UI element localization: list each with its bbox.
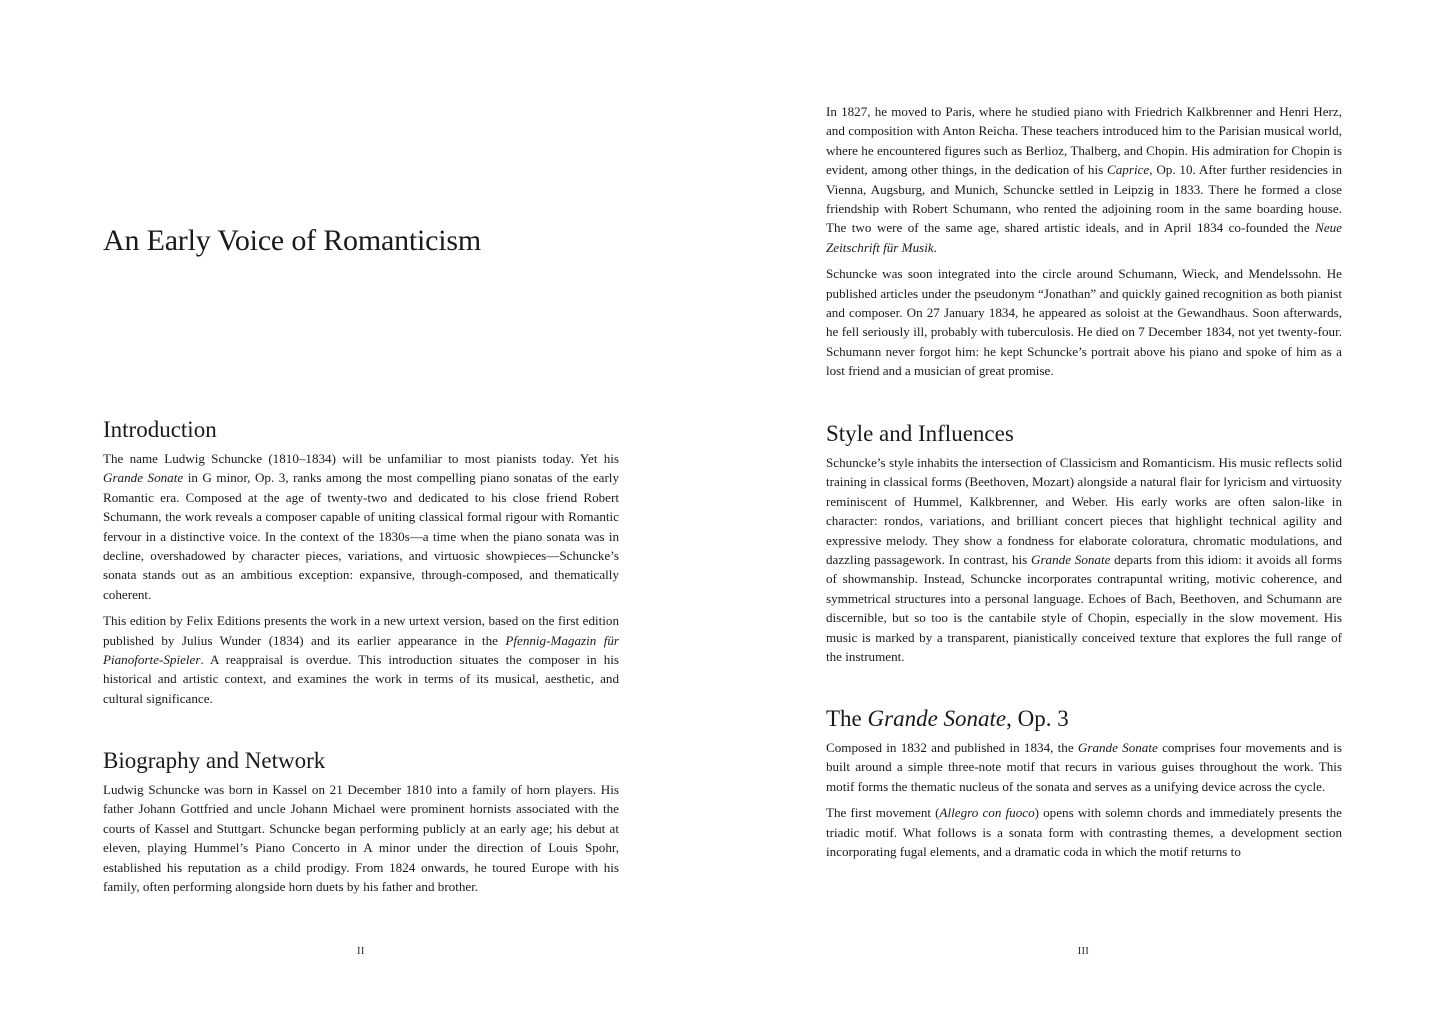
page-number-left: II (357, 946, 365, 957)
sonate-paragraph-1: Composed in 1832 and published in 1834, the Grande Sonate comprises four movements and is built around a simple three-note motif that recurs in various guises throughout the work. This motif forms the thematic nucleus of the sonata and serves as a unifying device across the cycle. (826, 740, 1343, 794)
sonate-paragraph-2: The first movement (Allegro con fuoco) opens with solemn chords and immediately presents the triadic motif. What follows is a sonata form with contrasting themes, a development section incorporating fugal elements, and a dramatic coda in which the motif returns to (826, 805, 1342, 860)
introduction-paragraph-2: This edition by Felix Editions presents the work in a new urtext version, based on the first edition published by Julius Wunder (1834) and its earlier appearance in the Pfennig-Magazin für Pianoforte-Spieler. A reappraisal is overdue. This introduction situates the composer in his historical and artistic context, and examines the work in terms of its musical, aesthetic, and cultural significance. (103, 613, 619, 706)
style-paragraph-1: Schuncke’s style inhabits the intersection of Classicism and Romanticism. His music reflects solid training in classical forms (Beethoven, Mozart) alongside a natural flair for lyricism and virtuosity reminiscent of Hummel, Kalkbrenner, and Weber. His early works are often salon-like in character: rondos, variations, and brilliant concert pieces that highlight technical agility and expressive melody. They show a fondness for elaborate coloratura, chromatic modulations, and dazzling passagework. In contrast, his Grande Sonate departs from this idiom: it avoids all forms of showmanship. Instead, Schuncke incorporates contrapuntal writing, motivic coherence, and symmetrical structures into a personal language. Echoes of Bach, Beethoven, and Schumann are discernible, but so too is the cantabile style of Chopin, especially in the slow movement. His music is marked by a transparent, pianistically conceived texture that explores the full range of the instrument. (826, 455, 1342, 665)
style-heading: Style and Influences (826, 421, 1014, 446)
right-page (722, 0, 1445, 1021)
biography-continued (826, 102, 1342, 388)
biography-paragraph-3: Schuncke was soon integrated into the circle around Schumann, Wieck, and Mendelssohn. He published articles under the pseudonym “Jonathan” and quickly gained recognition as both pianist and composer. On 27 January 1834, he appeared as soloist at the Gewandhaus. Soon afterwards, he fell seriously ill, probably with tuberculosis. He died on 7 December 1834, not yet twenty-four. Schumann never forgot him: he kept Schuncke’s portrait above his piano and spoke of him as a lost friend and a musician of great promise. (826, 266, 1342, 379)
left-page (0, 0, 722, 1021)
sonate-heading: The Grande Sonate, Op. 3 (826, 706, 1069, 731)
sonate-section (826, 704, 1342, 861)
biography-paragraph-1: Ludwig Schuncke was born in Kassel on 21 December 1810 into a family of horn players. His father Johann Gottfried and uncle Johann Michael were prominent hornists associated with the courts of Kassel and Stuttgart. Schuncke began performing publicly at an early age; his debut at eleven, playing Hummel’s Piano Concerto in A minor under the direction of Louis Spohr, established his reputation as a child prodigy. From 1824 onwards, he toured Europe with his family, often performing alongside horn duets by his father and brother. (103, 782, 619, 895)
biography-paragraph-2: In 1827, he moved to Paris, where he studied piano with Friedrich Kalkbrenner and Henri Herz, and composition with Anton Reicha. These teachers introduced him to the Parisian musical world, where he encountered figures such as Berlioz, Thalberg, and Chopin. His admiration for Chopin is evident, among other things, in the dedication of his Caprice, Op. 10. After further residencies in Vienna, Augsburg, and Munich, Schuncke settled in Leipzig in 1833. There he formed a close friendship with Robert Schumann, who rented the adjoining room in the same boarding house. The two were of the same age, shared artistic ideals, and in April 1834 co-founded the Neue Zeitschrift für Musik. (826, 104, 1342, 255)
introduction-heading: Introduction (103, 417, 217, 442)
chapter-title: An Early Voice of Romanticism (103, 224, 482, 257)
biography-heading: Biography and Network (103, 748, 326, 773)
page-number-right: III (1077, 946, 1090, 957)
introduction-paragraph-1: The name Ludwig Schuncke (1810–1834) will be unfamiliar to most pianists today. Yet his Grande Sonate in G minor, Op. 3, ranks among the most compelling piano sonatas of the early Romantic era. Composed at the age of twenty-two and dedicated to his close friend Robert Schumann, the work reveals a composer capable of uniting classical formal rigour with Romantic fervour in a distinctive voice. In the context of the 1830s—a time when the piano sonata was in decline, overshadowed by character pieces, variations, and virtuosic showpieces—Schuncke’s sonata stands out as an ambitious exception: expansive, through-composed, and thematically coherent. (103, 451, 619, 602)
biography-section (103, 746, 619, 903)
introduction-section (103, 415, 619, 715)
style-section (826, 419, 1342, 673)
